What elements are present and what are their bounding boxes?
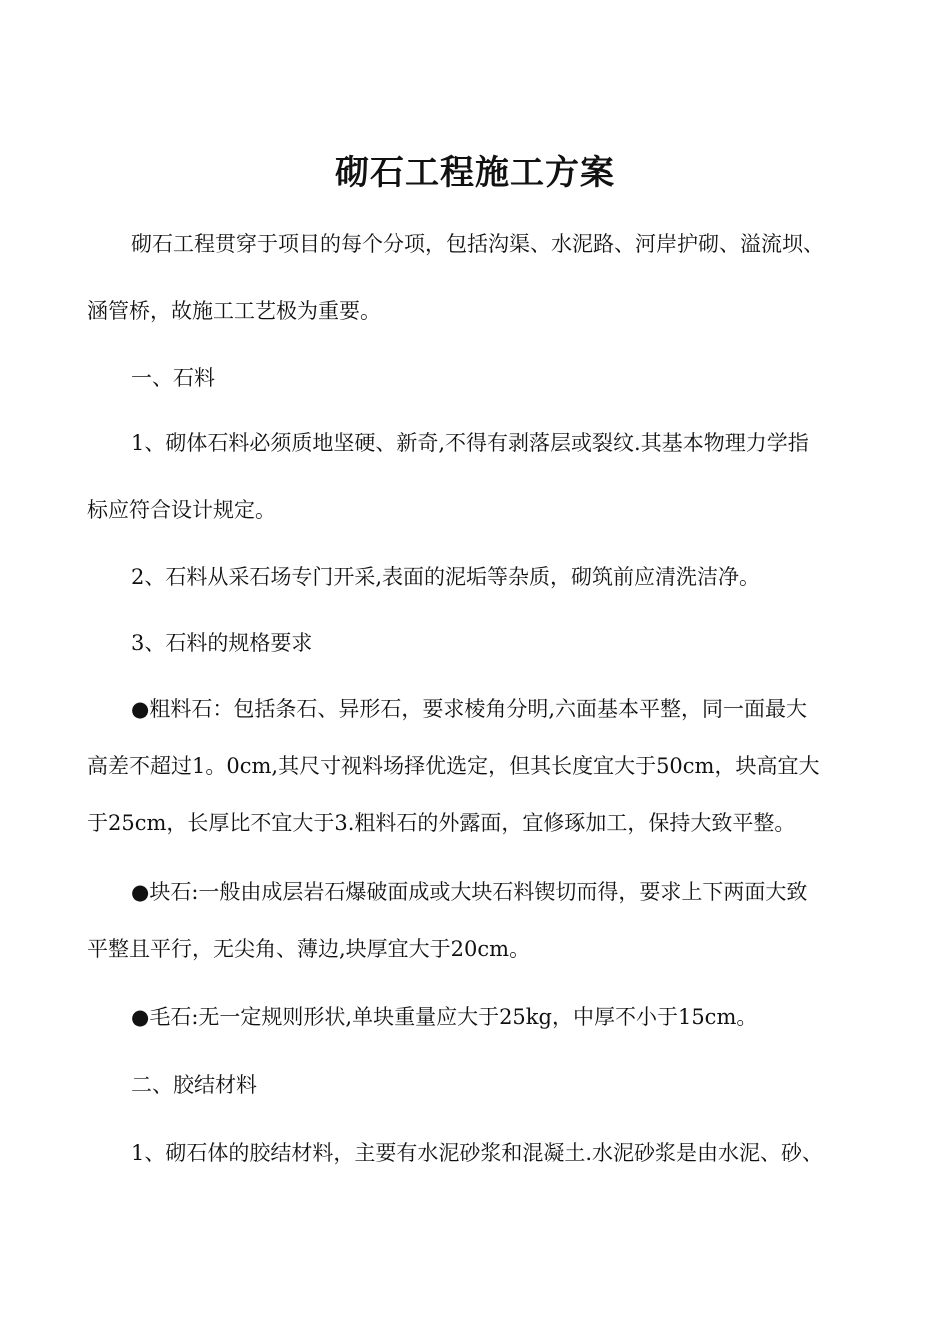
paragraph-line: 砌石工程贯穿于项目的每个分项，包括沟渠、水泥路、河岸护砌、溢流坝、 [131,232,824,256]
paragraph-line: 1、砌体石料必须质地坚硬、新奇,不得有剥落层或裂纹.其基本物理力学指 [131,431,809,455]
paragraph-line: 标应符合设计规定。 [87,498,276,522]
bullet-line: ●毛石:无一定规则形状,单块重量应大于25kg，中厚不小于15cm。 [131,1005,758,1029]
paragraph-line: 1、砌石体的胶结材料，主要有水泥砂浆和混凝土.水泥砂浆是由水泥、砂、 [131,1141,824,1165]
paragraph-line: 涵管桥，故施工工艺极为重要。 [87,299,381,323]
paragraph-line: 2、石料从采石场专门开采,表面的泥垢等杂质，砌筑前应清洗洁净。 [131,565,761,589]
paragraph-line: 高差不超过1。0cm,其尺寸视料场择优选定，但其长度宜大于50cm，块高宜大 [87,754,820,778]
bullet-line: ●粗料石：包括条石、异形石，要求棱角分明,六面基本平整，同一面最大 [131,697,807,721]
paragraph-line: 平整且平行，无尖角、薄边,块厚宜大于20cm。 [87,937,531,961]
paragraph-line: 于25cm，长厚比不宜大于3.粗料石的外露面，宜修琢加工，保持大致平整。 [87,811,796,835]
bullet-line: ●块石:一般由成层岩石爆破面成或大块石料锲切而得，要求上下两面大致 [131,880,808,904]
document-title: 砌石工程施工方案 [335,153,615,193]
section-heading: 二、胶结材料 [131,1073,257,1097]
subsection-heading: 3、石料的规格要求 [131,631,313,655]
section-heading: 一、石料 [131,366,215,390]
